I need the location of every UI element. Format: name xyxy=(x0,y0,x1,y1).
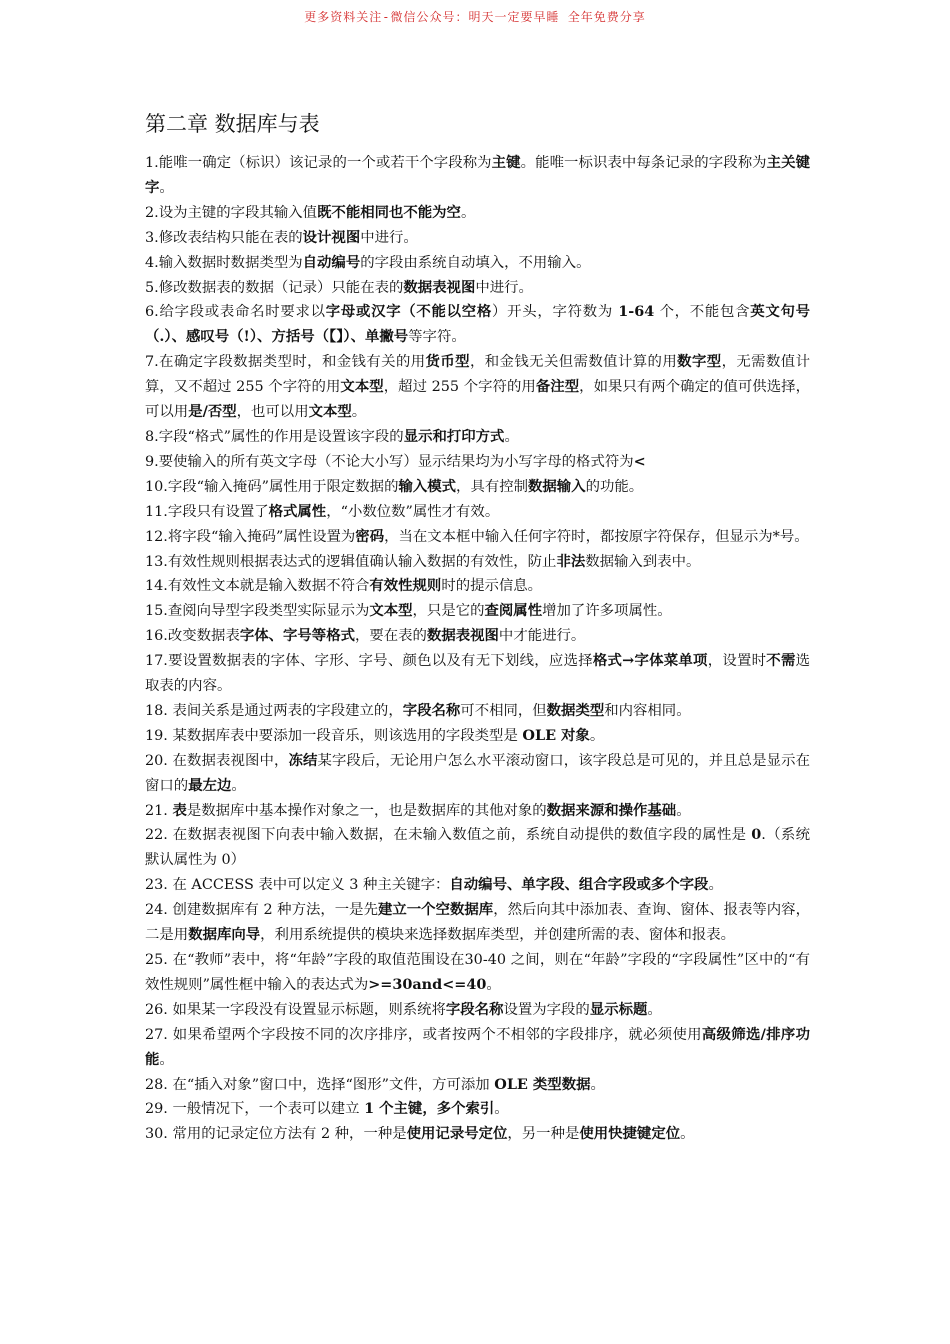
item-text: 25. 在“教师”表中，将“年龄”字段的取值范围设在30-40 之间，则在“年龄”字段的“字段属性”区中的“有效性规则”属性框中输入的表达式为 xyxy=(145,952,810,993)
item-list xyxy=(145,151,810,1147)
item-text: 。 xyxy=(159,1051,174,1068)
list-item xyxy=(145,300,810,350)
list-item xyxy=(145,948,810,998)
item-text: 22. 在数据表视图下向表中输入数据，在未输入数值之前，系统自动提供的数值字段的属性是 xyxy=(145,827,752,844)
item-text: 。 xyxy=(589,727,605,744)
bold-term: 文本型 xyxy=(340,378,384,396)
item-text: ，利用系统提供的模块来选择数据库类型，并创建所需的表、窗体和报表。 xyxy=(260,927,736,944)
item-text: 。 xyxy=(676,802,691,819)
page-title: 第二章 数据库与表 xyxy=(145,112,320,136)
bold-term: 格式→字体菜单项 xyxy=(592,652,708,670)
bold-term: 字段名称 xyxy=(445,1000,504,1018)
item-text: 7.在确定字段数据类型时，和金钱有关的用 xyxy=(145,354,426,371)
bold-term: 数字型 xyxy=(677,353,722,371)
item-text: 10.字段“输入掩码”属性用于限定数据的 xyxy=(145,478,399,495)
item-text: ，具有控制 xyxy=(456,478,529,495)
list-item xyxy=(145,1073,810,1098)
item-text: 。 xyxy=(494,1101,509,1118)
bold-term: 数据类型 xyxy=(546,701,605,719)
item-text: 增加了许多项属性。 xyxy=(542,603,672,620)
item-text: 13.有效性规则根据表达式的逻辑值确认输入数据的有效性，防止 xyxy=(145,553,557,570)
list-item xyxy=(145,450,810,475)
item-text: 6.给字段或表命名时要求以 xyxy=(145,304,326,321)
bold-term: 格式属性 xyxy=(268,502,327,520)
bold-term: 高级筛选/排序功能 xyxy=(145,1025,810,1068)
item-text: 24. 创建数据库有 2 种方法，一是先 xyxy=(145,902,378,919)
item-text: 4.输入数据时数据类型为 xyxy=(145,254,303,271)
bold-term: 冻结 xyxy=(288,751,318,769)
list-item xyxy=(145,823,810,873)
bold-term: 文本型 xyxy=(369,602,413,620)
item-text: ，设置时 xyxy=(707,653,767,670)
bold-term: 建立一个空数据库 xyxy=(377,901,494,919)
item-text: 数据输入到表中。 xyxy=(585,553,701,570)
list-item xyxy=(145,574,810,599)
item-text: ，只是它的 xyxy=(412,603,485,620)
item-text: 中才能进行。 xyxy=(498,628,586,645)
bold-term: < xyxy=(633,452,646,470)
list-item xyxy=(145,251,810,276)
bold-term: 字体、字号等格式 xyxy=(239,627,355,645)
item-text: 。 xyxy=(231,777,246,794)
bold-term: 0 xyxy=(751,826,762,844)
item-text: 11.字段只有设置了 xyxy=(145,503,269,520)
item-text: 。 xyxy=(486,976,501,993)
item-text: 。 xyxy=(680,1126,695,1143)
bold-term: 备注型 xyxy=(535,378,580,396)
list-item xyxy=(145,201,810,226)
item-text: 中进行。 xyxy=(360,229,418,246)
item-text: 5.修改数据表的数据（记录）只能在表的 xyxy=(145,279,404,296)
item-text: 的功能。 xyxy=(585,478,644,495)
bold-term: 显示和打印方式 xyxy=(403,427,505,445)
item-text: 和内容相同。 xyxy=(604,702,691,719)
item-text: 可不相同，但 xyxy=(460,702,547,719)
item-text: ，无需数值计算，又不超过 255 个字符的用 xyxy=(145,354,810,396)
item-text: 29. 一般情况下，一个表可以建立 xyxy=(145,1101,365,1118)
bold-term: 数据库向导 xyxy=(188,926,261,944)
bold-term: >=30and<=40 xyxy=(368,975,487,993)
bold-term: 字母或汉字（不能以空格 xyxy=(325,303,493,321)
item-text: 。 xyxy=(708,877,723,894)
list-item xyxy=(145,151,810,201)
item-text: 21. xyxy=(145,802,173,819)
list-item xyxy=(145,749,810,799)
bold-term: 字段名称 xyxy=(402,701,461,719)
bold-term: 有效性规则 xyxy=(369,577,442,595)
bold-term: 既不能相同也不能为空 xyxy=(317,203,461,221)
bold-term: 1 个主键，多个索引 xyxy=(364,1100,495,1118)
bold-term: 显示标题 xyxy=(589,1000,648,1018)
item-text: 9.要使输入的所有英文字母（不论大小写）显示结果均为小写字母的格式符为 xyxy=(145,453,634,470)
bold-term: 使用记录号定位 xyxy=(406,1125,508,1143)
bold-term: 查阅属性 xyxy=(484,602,543,620)
item-text: ，超过 255 个字符的用 xyxy=(383,379,536,396)
item-text: 19. 某数据库表中要添加一段音乐，则该选用的字段类型是 xyxy=(145,727,523,744)
bold-term: 自动编号 xyxy=(302,253,361,271)
item-text: 。 xyxy=(159,179,174,196)
item-text: 的字段由系统自动填入，不用输入。 xyxy=(360,254,591,271)
list-item xyxy=(145,599,810,624)
bold-term: 文本型 xyxy=(308,403,352,421)
bold-term: 不需 xyxy=(766,652,796,670)
bold-term: 主关键字 xyxy=(145,154,810,196)
item-text: ，“小数位数”属性才有效。 xyxy=(326,503,500,520)
bold-term: 是/否型 xyxy=(188,403,237,421)
list-item xyxy=(145,1122,810,1147)
bold-term: OLE 类型数据 xyxy=(494,1075,591,1093)
bold-term: 数据表视图 xyxy=(426,627,499,645)
item-text: 。 xyxy=(504,428,519,445)
item-text: 1.能唯一确定（标识）该记录的一个或若干个字段称为 xyxy=(145,155,492,171)
bold-term: 货币型 xyxy=(425,353,470,371)
bold-term: 数据来源和操作基础 xyxy=(546,801,677,819)
item-text: 时的提示信息。 xyxy=(441,578,543,595)
item-text: 是数据库中基本操作对象之一，也是数据库的其他对象的 xyxy=(186,802,547,819)
list-item xyxy=(145,226,810,251)
bold-term: OLE 对象 xyxy=(522,726,590,744)
item-text: 个，不能包含 xyxy=(654,304,751,321)
item-text: 。 xyxy=(351,404,367,421)
item-text: 12.将字段“输入掩码”属性设置为 xyxy=(145,528,356,545)
item-text: 2.设为主键的字段其输入值 xyxy=(145,204,318,221)
bold-term: 自动编号、单字段、组合字段或多个字段 xyxy=(449,876,709,894)
list-item xyxy=(145,425,810,450)
item-text: 。 xyxy=(647,1001,662,1018)
item-text: 3.修改表结构只能在表的 xyxy=(145,229,303,246)
item-text: 26. 如果某一字段没有设置显示标题，则系统将 xyxy=(145,1001,446,1018)
item-text: ，然后向其中添加表、查询、窗体、报表等内容，二是用 xyxy=(145,902,810,944)
item-text: 等字符。 xyxy=(408,329,466,346)
bold-term: 英文句号（.）、感叹号（!）、方括号（【】）、单撇号 xyxy=(145,303,811,346)
list-item xyxy=(145,500,810,525)
item-text: 。能唯一标识表中每条记录的字段称为 xyxy=(520,155,767,171)
list-item xyxy=(145,475,810,500)
list-item xyxy=(145,699,810,724)
item-text: 15.查阅向导型字段类型实际显示为 xyxy=(145,603,370,620)
list-item xyxy=(145,1097,810,1122)
item-text: 选取表的内容。 xyxy=(145,653,810,695)
item-text: ，当在文本框中输入任何字符时，都按原字符保存，但显示为*号。 xyxy=(384,528,809,545)
bold-term: 最左边 xyxy=(188,776,232,794)
item-text: .（系统默认属性为 0） xyxy=(145,827,810,869)
list-item xyxy=(145,998,810,1023)
list-item xyxy=(145,649,810,699)
item-text: 16.改变数据表 xyxy=(145,628,240,645)
bold-term: 密码 xyxy=(355,527,385,545)
item-text: ，另一种是 xyxy=(507,1126,580,1143)
item-text: 设置为字段的 xyxy=(503,1001,590,1018)
item-text: 20. 在数据表视图中， xyxy=(145,752,289,769)
list-item xyxy=(145,724,810,749)
item-text: 。 xyxy=(460,204,476,221)
item-text: 30. 常用的记录定位方法有 2 种，一种是 xyxy=(145,1126,407,1143)
item-text: 23. 在 ACCESS 表中可以定义 3 种主关键字： xyxy=(145,877,450,894)
item-text: 17.要设置数据表的字体、字形、字号、颜色以及有无下划线，应选择 xyxy=(145,653,593,670)
list-item xyxy=(145,799,810,824)
bold-term: 数据输入 xyxy=(528,477,586,495)
item-text: 14.有效性文本就是输入数据不符合 xyxy=(145,578,370,595)
item-text: ）开头，字符数为 xyxy=(492,304,619,321)
bold-term: 1-64 xyxy=(618,303,655,321)
bold-term: 非法 xyxy=(556,552,586,570)
item-text: 中进行。 xyxy=(475,279,533,296)
item-text: 27. 如果希望两个字段按不同的次序排序，或者按两个不相邻的字段排序，就必须使用 xyxy=(145,1026,702,1043)
bold-term: 输入模式 xyxy=(398,477,457,495)
list-item xyxy=(145,1023,810,1073)
item-text: 8.字段“格式”属性的作用是设置该字段的 xyxy=(145,428,404,445)
item-text: ，和金钱无关但需数值计算的用 xyxy=(469,354,678,371)
item-text: 。 xyxy=(590,1076,605,1093)
list-item xyxy=(145,550,810,575)
list-item xyxy=(145,276,810,301)
list-item xyxy=(145,898,810,948)
header-note: 更多资料关注-微信公众号：明天一定要早睡 全年免费分享 xyxy=(304,10,646,24)
list-item xyxy=(145,350,810,425)
list-item xyxy=(145,525,810,550)
bold-term: 数据表视图 xyxy=(403,278,476,296)
bold-term: 设计视图 xyxy=(302,228,361,246)
bold-term: 主键 xyxy=(491,154,521,171)
item-text: ，要在表的 xyxy=(354,628,427,645)
item-text: 28. 在“插入对象”窗口中，选择“图形”文件，方可添加 xyxy=(145,1076,495,1093)
list-item xyxy=(145,873,810,898)
item-text: ，如果只有两个确定的值可供选择，可以用 xyxy=(145,379,810,421)
bold-term: 使用快捷键定位 xyxy=(579,1125,681,1143)
item-text: 18. 表间关系是通过两表的字段建立的， xyxy=(145,702,403,719)
bold-term: 表 xyxy=(172,801,187,819)
item-text: ，也可以用 xyxy=(236,404,309,421)
list-item xyxy=(145,624,810,649)
item-text: 某字段后，无论用户怎么水平滚动窗口，该字段总是可见的，并且总是显示在窗口的 xyxy=(145,752,810,794)
